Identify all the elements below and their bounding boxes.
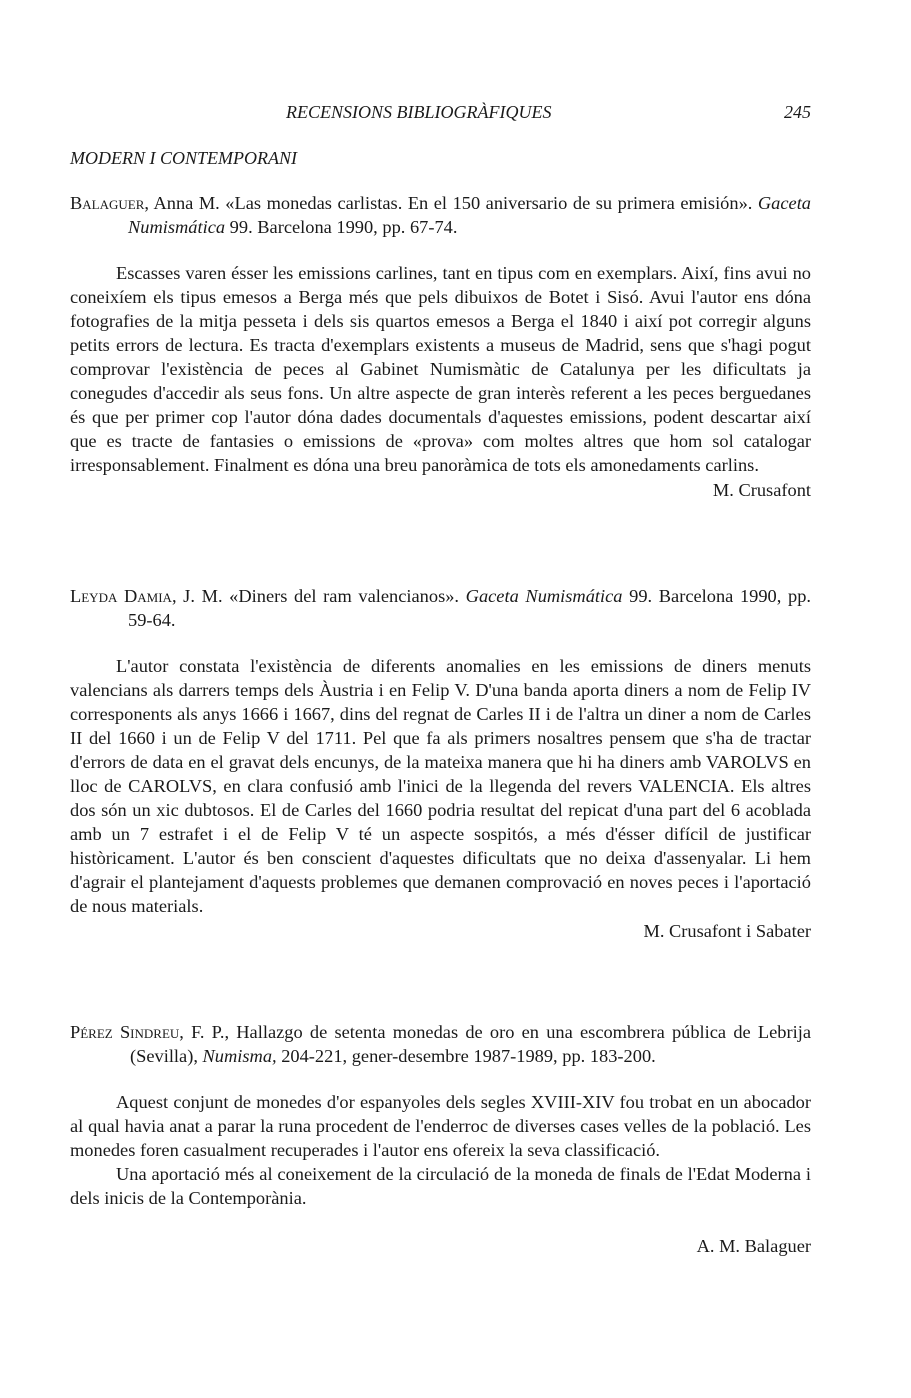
citation-journal: Gaceta Numismática <box>465 586 623 606</box>
review-paragraph: Aquest conjunt de monedes d'or espanyoles dels segles XVIII-XIV fou trobat en un abocador al qual havia anat a parar la runa procedent de l'enderroc de diverses cases velles de la població. Les monedes foren casualment recuperades i l'autor ens ofereix la seva classificació. <box>70 1092 811 1160</box>
review-signature: A. M. Balaguer <box>696 1236 811 1256</box>
review-signature: M. Crusafont i Sabater <box>643 921 811 941</box>
page-number: 245 <box>784 102 811 122</box>
running-title: RECENSIONS BIBLIOGRÀFIQUES <box>286 102 552 122</box>
citation-publication: 204-221, gener-desembre 1987-1989, pp. 183-200. <box>276 1046 656 1066</box>
review-perez-sindreu <box>70 1020 811 1258</box>
citation-publication: 99. Barcelona 1990, pp. 59-64. <box>128 586 811 630</box>
citation-details: , J. M. «Diners del ram valencianos». <box>171 586 466 606</box>
review-paragraph: Escasses varen ésser les emissions carlines, tant en tipus com en exemplars. Així, fins avui no coneixíem els tipus emesos a Berga més que pels dibuixos de Botet i Sisó. Avui l'autor ens dóna fotografies de la mitja pesseta i dels sis quartos emesos a Berga el 1840 i així pot corregir alguns petits errors de lectura. Es tracta d'exemplars existents a museus de Madrid, sens que s'hagi pogut comprovar l'existència de peces al Gabinet Numismàtic de Catalunya per les dificultats ja conegudes d'accedir als seus fons. Un altre aspecte de gran interès referent a les peces berguedanes és que per primer cop l'autor dóna dades documentals d'aquestes emissions, podent descartar així que es tracte de fantasies o emissions de «prova» com moltes altres que hom sol catalogar irresponsablement. Finalment es dóna una breu panoràmica de tots els amonedaments carlins. <box>70 263 811 475</box>
review-citation <box>70 1020 811 1068</box>
citation-author: Leyda Damia <box>70 586 172 606</box>
citation-journal: Gaceta Numismática <box>128 193 811 237</box>
citation-publication: 99. Barcelona 1990, pp. 67-74. <box>225 217 458 237</box>
review-signature: M. Crusafont <box>712 480 811 500</box>
citation-author: Balaguer <box>70 193 145 213</box>
citation-details: , F. P., Hallazgo de setenta monedas de oro en una escombrera pública de Lebrija (Sevilla), <box>130 1022 811 1066</box>
citation-author: Pérez Sindreu <box>70 1022 180 1042</box>
review-balaguer <box>70 191 811 502</box>
section-heading: MODERN I CONTEMPORANI <box>70 148 297 168</box>
citation-details: , Anna M. «Las monedas carlistas. En el 150 aniversario de su primera emisión». <box>144 193 758 213</box>
running-header <box>70 102 811 126</box>
review-paragraph: Una aportació més al coneixement de la circulació de la moneda de finals de l'Edat Moderna i dels inicis de la Contemporània. <box>70 1164 811 1208</box>
citation-journal: Numisma, <box>202 1046 277 1066</box>
review-paragraph: L'autor constata l'existència de diferents anomalies en les emissions de diners menuts valencians als darrers temps dels Àustria i en Felip V. D'una banda aporta diners a nom de Felip IV corresponents als anys 1666 i 1667, dins del regnat de Carles II i de l'altra un diner a nom de Carles II del 1660 i un de Felip V del 1711. Pel que fa als primers nosaltres pensem que s'ha de tractar d'errors de data en el gravat dels encunys, de la mateixa manera que hi ha diners amb VAROLVS en lloc de CAROLVS, en clara confusió amb l'inici de la llegenda del revers VALENCIA. Els altres dos són un xic dubtosos. El de Carles del 1660 podria resultat del repicat d'una part del 6 acoblada amb un 7 estrafet i el de Felip V té un aspecte sospitós, a més d'ésser difícil de justificar històricament. L'autor és ben conscient d'aquestes dificultats que no deixa d'assenyalar. Li hem d'agrair el plantejament d'aquests problemes que demanen comprovació en noves peces i l'aportació de nous materials. <box>70 656 811 916</box>
review-citation <box>70 584 811 632</box>
review-leyda-damia <box>70 584 811 943</box>
review-citation <box>70 191 811 239</box>
